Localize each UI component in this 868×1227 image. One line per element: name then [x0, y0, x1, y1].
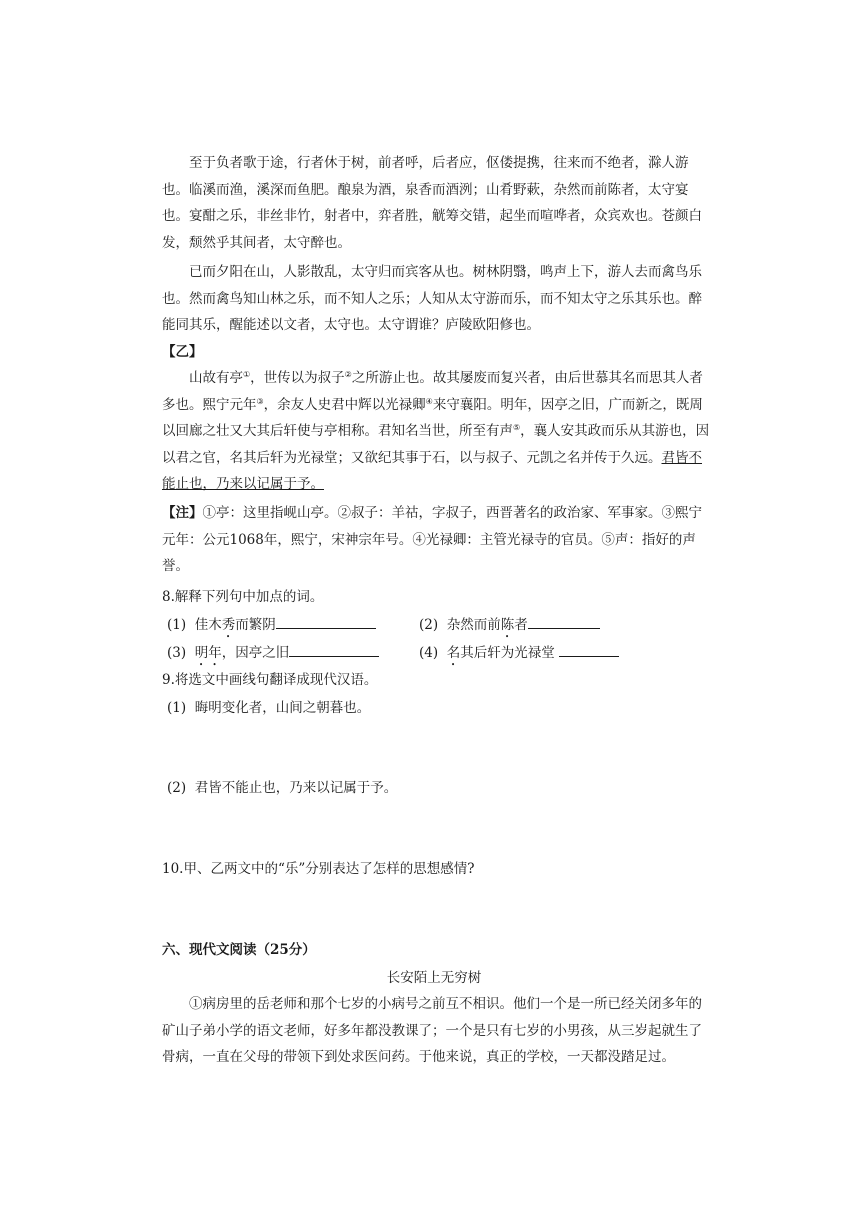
- question-9-stem: 9.将选文中画线句翻译成现代汉语。: [162, 672, 378, 688]
- answer-blank[interactable]: [559, 644, 619, 657]
- footnote-ref-2: ②: [344, 370, 352, 379]
- yi-text-3: 之所游止也。故其屡废而复兴者，由后世慕其名而思其人者多也。熙宁元年: [162, 370, 703, 413]
- passage-yi-paragraph: [162, 365, 710, 498]
- question-10-stem: 10.甲、乙两文中的“乐”分别表达了怎样的思想感情?: [162, 861, 475, 877]
- underlined-sentence: 君皆不能止也，乃来以记属于予。: [162, 449, 702, 492]
- q8-item-number: (3): [167, 645, 187, 661]
- q9-item-2: [167, 776, 397, 796]
- q9-item-number: (1): [167, 700, 187, 716]
- yi-text-4: ，余友人史君中辉以光禄卿: [263, 396, 426, 413]
- q8-item-number: (1): [167, 617, 187, 633]
- q8-item-4: (4) 名其后轩为光禄堂: [419, 641, 619, 669]
- passage-jia-paragraph-1: 至于负者歌于途，行者休于树，前者呼，后者应，伛偻提携，往来而不绝者，滁人游也。临溪而渔，溪深而鱼肥。酿泉为酒，泉香而酒洌；山肴野蔌，杂然而前陈者，太守宴也。宴酣之乐，非丝非竹，射者中，弈者胜，觥筹交错，起坐而喧哗者，众宾欢也。苍颜白发，颓然乎其间者，太守醉也。: [162, 155, 702, 251]
- passage-jia-paragraph-2: 已而夕阳在山，人影散乱，太守归而宾客从也。树林阴翳，鸣声上下，游人去而禽鸟乐也。然而禽鸟知山林之乐，而不知人之乐；人知从太守游而乐，而不知太守之乐其乐也。醉能同其乐，醒能述以文者，太守也。太守谓谁？庐陵欧阳修也。: [162, 264, 702, 333]
- q9-item-1: [167, 696, 370, 716]
- article-title: 长安陌上无穷树: [386, 970, 482, 986]
- yi-text-1: 山故有亭: [189, 370, 243, 386]
- q8-item-2: (2) 杂然而前陈者: [419, 613, 600, 641]
- footnotes: [162, 500, 710, 580]
- yi-text-2: ，世传以为叔子: [250, 370, 345, 386]
- dotted-word: 明年: [194, 645, 222, 661]
- question-8-stem: 8.解释下列句中加点的词。: [162, 589, 324, 605]
- footnote-ref-5: ⑤: [513, 423, 521, 432]
- footnote-label: 【注】: [162, 505, 203, 521]
- footnote-ref-4: ④: [425, 396, 433, 406]
- footnote-ref-1: ①: [243, 370, 251, 379]
- q9-item-number: (2): [167, 780, 187, 796]
- q9-item-text: 君皆不能止也，乃来以记属于予。: [194, 780, 398, 796]
- footnote-text: ①亭：这里指岘山亭。②叔子：羊祜，字叔子，西晋著名的政治家、军事家。③熙宁元年：公元1068年，熙宁，宋神宗年号。④光禄卿：主管光禄寺的官员。⑤声：指好的声誉。: [162, 505, 702, 574]
- answer-blank[interactable]: [528, 616, 600, 629]
- article-paragraph-1: ①病房里的岳老师和那个七岁的小病号之前互不相识。他们一个是一所已经关闭多年的矿山子弟小学的语文老师，好多年都没教课了；一个是只有七岁的小男孩，从三岁起就生了骨病，一直在父母的带领下到处求医问药。于他来说，真正的学校，一天都没踏足过。: [162, 996, 702, 1065]
- footnote-ref-3: ③: [256, 396, 264, 406]
- q8-item-3: (3) 明年，因亭之旧: [167, 641, 379, 669]
- yi-text-5: 来守襄阳。明年，因亭之旧，广而新之，既周以回廊之壮又大其后轩使与亭相称。君知名当世，所至有声: [162, 396, 703, 439]
- q8-item-number: (4): [419, 645, 439, 661]
- dotted-word: 秀: [221, 617, 236, 633]
- q9-item-text: 晦明变化者，山间之朝暮也。: [194, 700, 371, 716]
- section-6-heading: 六、现代文阅读（25分）: [162, 942, 316, 958]
- answer-blank[interactable]: [289, 644, 379, 657]
- passage-yi-heading: 【乙】: [162, 344, 203, 360]
- dotted-word: 陈: [500, 617, 515, 633]
- q8-item-1: (1) 佳木秀而繁阴: [167, 613, 376, 641]
- yi-text-6: ，襄人安其政而乐从其游也，因以君之官，名其后轩为光禄堂；又欲纪其事于石，以与叔子、元凯之名并传于久远。: [162, 423, 710, 466]
- answer-blank[interactable]: [276, 616, 376, 629]
- q8-item-number: (2): [419, 617, 439, 633]
- dotted-word: 名: [446, 645, 461, 661]
